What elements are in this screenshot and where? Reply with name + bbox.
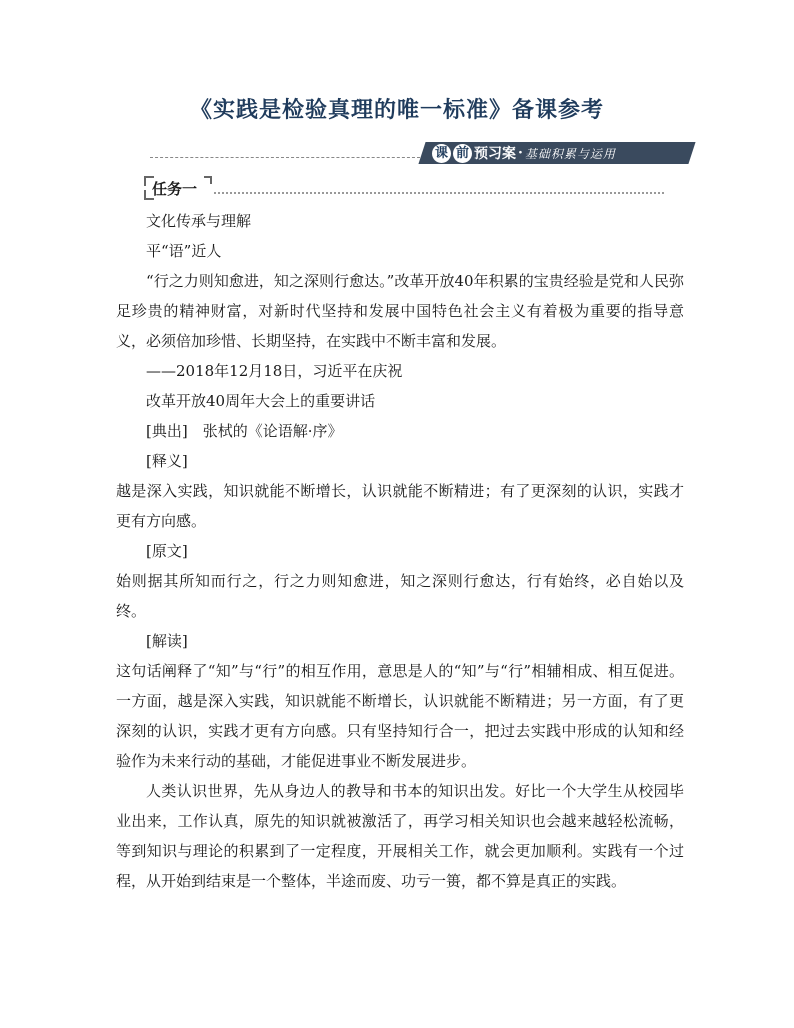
- paragraph: 文化传承与理解: [146, 212, 252, 230]
- document-title: 《实践是检验真理的唯一标准》备课参考: [189, 97, 604, 123]
- paragraph: [释义]: [146, 452, 188, 470]
- section-banner: [150, 140, 666, 166]
- task-label: 任务一: [152, 180, 198, 198]
- paragraph: ——2018年12月18日，习近平在庆祝: [146, 362, 403, 380]
- paragraph: 越是深入实践，知识就能不断增长，认识就能不断精进；有了更深刻的认识，实践才更有方向感。: [116, 482, 684, 530]
- paragraph: [原文]: [146, 542, 188, 560]
- paragraph: [典出] 张栻的《论语解·序》: [146, 422, 343, 440]
- document-body: [116, 206, 684, 896]
- task-heading: [144, 176, 664, 200]
- paragraph: [解读]: [146, 632, 188, 650]
- banner-char-1: 课: [432, 144, 451, 163]
- paragraph: 人类认识世界，先从身边人的教导和书本的知识出发。好比一个大学生从校园毕业出来，工作认真，原先的知识就被激活了，再学习相关知识也会越来越轻松流畅，等到知识与理论的积累到了一定程度，开展相关工作，就会更加顺利。实践有一个过程，从开始到结束是一个整体，半途而废、功亏一篑，都不算是真正的实践。: [116, 782, 684, 890]
- banner-char-2: 前: [453, 144, 472, 163]
- paragraph: 改革开放40周年大会上的重要讲话: [146, 392, 376, 410]
- task-dotted-rule: [214, 192, 664, 194]
- banner-main-label: 预习案: [474, 146, 516, 162]
- banner-separator: ·: [518, 145, 523, 161]
- banner-sub-label: 基础积累与运用: [524, 146, 616, 161]
- task-bracket-right: [204, 176, 212, 184]
- paragraph: 这句话阐释了“知”与“行”的相互作用，意思是人的“知”与“行”相辅相成、相互促进。一方面，越是深入实践，知识就能不断增长，认识就能不断精进；另一方面，有了更深刻的认识，实践才更有方向感。只有坚持知行合一，把过去实践中形成的认知和经验作为未来行动的基础，才能促进事业不断发展进步。: [116, 662, 684, 770]
- paragraph: “行之力则知愈进，知之深则行愈达。”改革开放40年积累的宝贵经验是党和人民弥足珍贵的精神财富，对新时代坚持和发展中国特色社会主义有着极为重要的指导意义，必须倍加珍惜、长期坚持，在实践中不断丰富和发展。: [116, 272, 684, 350]
- paragraph: 始则据其所知而行之，行之力则知愈进，知之深则行愈达，行有始终，必自始以及终。: [116, 572, 684, 620]
- paragraph: 平“语”近人: [146, 242, 222, 260]
- banner-tag-text: [432, 143, 616, 163]
- banner-left-rule: [150, 157, 420, 158]
